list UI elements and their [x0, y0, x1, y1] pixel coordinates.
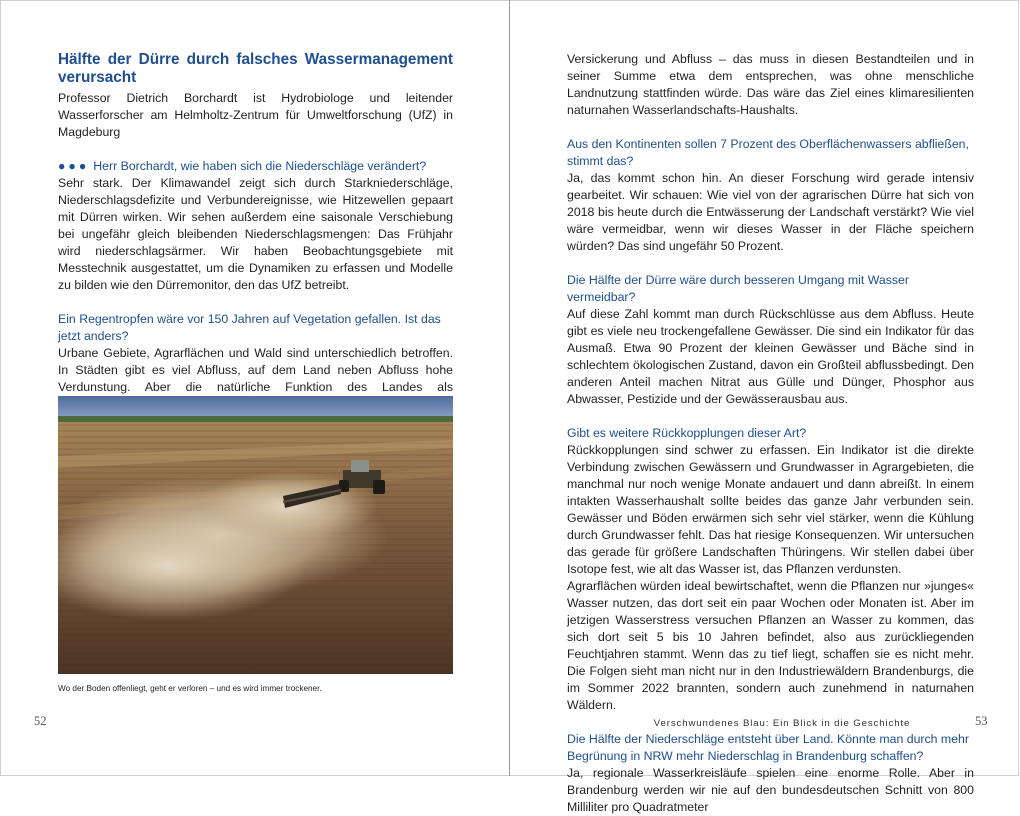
left-page [0, 0, 509, 776]
answer-4: Auf diese Zahl kommt man durch Rückschlüsse aus dem Abfluss. Heute gibt es viele neu trockengefallene Gewässer. Die sind ein Indikator für das Ausmaß. Etwa 90 Prozent der kleinen Gewässer und Bäche sind in schlechtem ökologischen Zustand, davon ein Großteil abflussbedingt. Den anderen Anteil machen Nitrat aus Gülle und Dünger, Phosphor aus Abwasser, Pestizide und der Gewässerausbau aus. [567, 307, 974, 406]
question-4: Die Hälfte der Dürre wäre durch besseren Umgang mit Wasser vermeidbar? [567, 273, 909, 304]
bullet-icon: ●●● [58, 159, 90, 173]
tractor-field-photo [58, 396, 453, 674]
question-2: Ein Regentropfen wäre vor 150 Jahren auf Vegetation gefallen. Ist das jetzt anders? [58, 312, 441, 343]
question-6: Die Hälfte der Niederschläge entsteht über Land. Könnte man durch mehr Begrünung in NRW mehr Niederschlag in Brandenburg schaffen? [567, 732, 969, 763]
continued-paragraph: Versickerung und Abfluss – das muss in diesen Bestandteilen und in seiner Summe etwa dem entsprechen, was ohne menschliche Landnutzung stattfinden würde. Das wäre das Ziel eines klimaresilienten naturnahen Wasserlandschafts-Haushalts. [567, 52, 974, 117]
right-page [510, 0, 1019, 814]
answer-5b: Agrarflächen würden ideal bewirtschaftet, wenn die Pflanzen nur »junges« Wasser nutzen, das dort seit ein paar Wochen oder Monaten ist. Aber im jetzigen Wasserstress versuchen Pflanzen an Wasser zu kommen, das sich dort seit 5 bis 10 Jahren befindet, also aus zurückliegenden Feuchtjahren stammt. Wenn das zu tief liegt, schaffen sie es nicht mehr. Die Folgen sieht man nicht nur in den Industriewäldern Brandenburgs, die im Sommer 2022 brannten, sondern auch zunehmend in naturnahen Wäldern. [567, 579, 974, 712]
photo-illustration [58, 396, 453, 674]
answer-1: Sehr stark. Der Klimawandel zeigt sich durch Starkniederschläge, Niederschlagsdefizite und Verbundereignisse, wie Hitzewellen gepaart mit Dürren wirken. Wir sehen außerdem eine saisonale Verschiebung bei ungefähr gleich bleibenden Niederschlagsmengen: Das Frühjahr wird niederschlagsärmer. Wir haben Beobachtungsgebiete mit Messtechnik ausgestattet, um die Dynamiken zu erfassen und Modelle zu bilden wie den Dürremonitor, den das UfZ betreibt. [58, 176, 453, 292]
answer-2: Urbane Gebiete, Agrarflächen und Wald sind unterschiedlich betroffen. In Städten gibt es viel Abfluss, auf dem Land neben Abfluss hohe Verdunstung. Aber die natürliche Funktion des Landes als [58, 346, 453, 394]
running-head: Verschwundenes Blau: Ein Blick in die Geschichte [653, 718, 911, 729]
page-number-right: 53 [975, 714, 988, 728]
answer-5a: Rückkopplungen sind schwer zu erfassen. Ein Indikator ist die direkte Verbindung zwischen Gewässern und Grundwasser in Agrargebieten, die manchmal nur noch wenige Monate andauert und dann abreißt. In einem intakten Wasserhaushalt sollte beides das ganze Jahr verbunden sein. Gewässer und Böden erwärmen sich sehr viel stärker, wenn die Kühlung durch Grundwasser fehlt. Das hat riesige Konsequenzen. Wir untersuchen das gerade für größere Landschaften Thüringens. Wir stellen dabei über Isotope fest, wie alt das Wasser ist, das Pflanzen verdunsten. [567, 443, 974, 576]
question-1-text: Herr Borchardt, wie haben sich die Niederschläge verändert? [93, 159, 427, 173]
question-3: Aus den Kontinenten sollen 7 Prozent des Oberflächenwassers abfließen, stimmt das? [567, 137, 969, 168]
right-text-column [567, 51, 974, 816]
intro-paragraph: Professor Dietrich Borchardt ist Hydrobiologe und leitender Wasserforscher am Helmholtz-Zentrum für Umweltforschung (UfZ) in Magdeburg [58, 91, 453, 139]
question-1 [58, 158, 453, 175]
photo-caption: Wo der Boden offenliegt, geht er verloren – und es wird immer trockener. [58, 684, 322, 693]
answer-3: Ja, das kommt schon hin. An dieser Forschung wird gerade intensiv gearbeitet. Wir schauen: Wie viel von der agrarischen Dürre hat sich von 2018 bis heute durch die Entwässerung der Landschaft verstärkt? Wie viel wäre vermeidbar, wenn wir dieses Wasser in der Fläche speichern würden? Das sind ungefähr 50 Prozent. [567, 171, 974, 253]
article-title: Hälfte der Dürre durch falsches Wassermanagement verursacht [58, 51, 453, 86]
answer-6: Ja, regionale Wasserkreisläufe spielen eine enorme Rolle. Aber in Brandenburg werden wir nie auf den bundesdeutschen Schnitt von 800 Milliliter pro Quadratmeter [567, 766, 974, 814]
question-5: Gibt es weitere Rückkopplungen dieser Art? [567, 426, 807, 440]
page-number-left: 52 [34, 714, 47, 728]
